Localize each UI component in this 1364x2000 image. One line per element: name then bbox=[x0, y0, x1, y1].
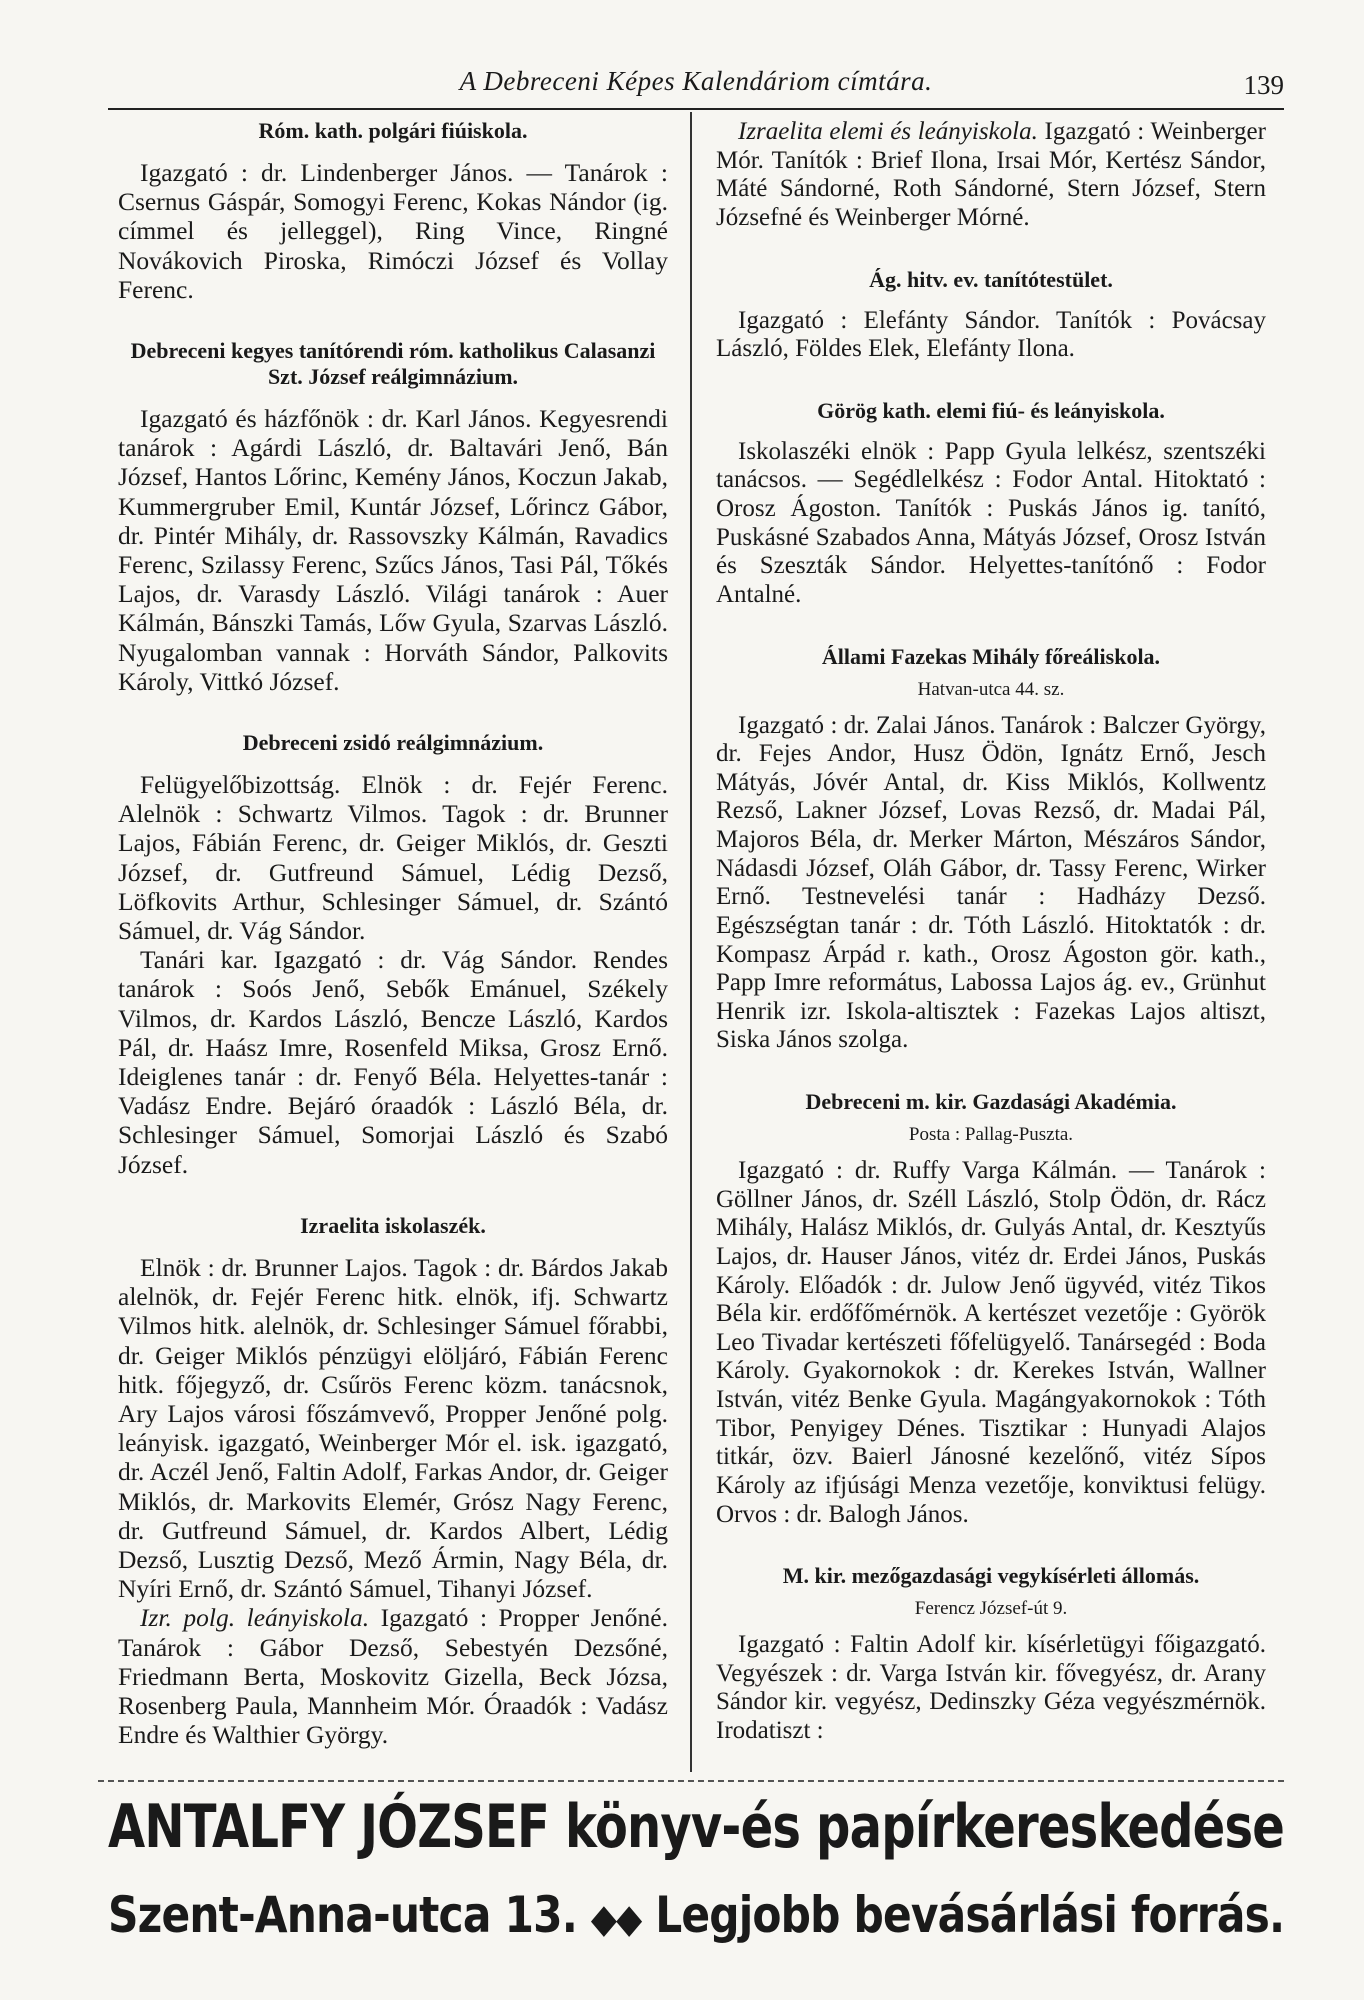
section-paragraph: Felügyelőbizottság. Elnök : dr. Fejér Ferenc. Alelnök : Schwartz Vilmos. Tagok : dr. Brunner Lajos, Fábián Ferenc, dr. Geiger Miklós, dr. Geszti József, dr. Gutfreund Sámuel, Lédig Dezső, Löfkovits Arthur, Schlesinger Sámuel, dr. Szántó Sámuel, dr. Vág Sándor. bbox=[118, 770, 668, 946]
left-column bbox=[118, 118, 668, 1749]
section-title: Debreceni m. kir. Gazdasági Akadémia. bbox=[805, 1089, 1177, 1114]
section-address: Ferencz József-út 9. bbox=[914, 1598, 1068, 1620]
section-paragraph bbox=[716, 118, 1266, 233]
section-title: Állami Fazekas Mihály főreáliskola. bbox=[821, 643, 1161, 669]
section-title: M. kir. mezőgazdasági vegykísérleti állomás. bbox=[782, 1563, 1200, 1589]
section-paragraph: Igazgató : dr. Ruffy Varga Kálmán. — Tanárok : Göllner János, dr. Széll László, Stolp Ödön, dr. Rácz Mihály, Halász Miklós, dr. Gulyás Antal, dr. Kesztyűs Lajos, dr. Hauser János, vitéz dr. Erdei János, Puskás Károly. Előadók : dr. Julow Jenő ügyvéd, vitéz Tikos Béla kir. erdőfőmérnök. A kertészet vezetője : Györök Leo Tivadar kertészeti főfelügyelő. Tanársegéd : Boda Károly. Gyakornokok : dr. Kerekes István, Wallner István, vitéz Benke Gyula. Magángyakornokok : Tóth Tibor, Penyigey Dénes. Tisztikar : Hunyadi Alajos titkár, özv. Baierl Jánosné kezelőnő, vitéz Sípos Károly az ifjúsági Menza vezetője, konviktusi felügy. Orvos : dr. Balogh János. bbox=[716, 1157, 1266, 1528]
section-title: Debreceni kegyes tanítórendi róm. katholikus Calasanzi Szt. József reálgimnázium. bbox=[130, 338, 656, 390]
diamond-ornament-icon: ◆◆ bbox=[590, 1896, 642, 1942]
section-paragraph: Igazgató : dr. Lindenberger János. — Tanárok : Csernus Gáspár, Somogyi Ferenc, Kokas Nándor (ig. címmel és jelleggel), Ring Vince, Ringné Novákovich Piroska, Rimóczi József és Vollay Ferenc. bbox=[118, 158, 668, 304]
right-column bbox=[716, 118, 1266, 1746]
section-paragraph: Elnök : dr. Brunner Lajos. Tagok : dr. Bárdos Jakab alelnök, dr. Fejér Ferenc hitk. elnök, ifj. Schwartz Vilmos hitk. alelnök, dr. Schlesinger Sámuel főrabbi, dr. Geiger Miklós pénzügyi elöljáró, Fábián Ferenc hitk. főjegyző, dr. Csűrös Ferenc közm. tanácsnok, Ary Lajos városi főszámvevő, Propper Jenőné polg. leányisk. igazgató, Weinberger Mór el. isk. igazgató, dr. Aczél Jenő, Faltin Adolf, Farkas Andor, dr. Geiger Miklós, dr. Markovits Elemér, Grósz Nagy Ferenc, dr. Gutfreund Sámuel, dr. Kardos Albert, Lédig Dezső, Lusztig Dezső, Mező Ármin, Nagy Béla, dr. Nyíri Ernő, dr. Szántó Sámuel, Tihanyi József. bbox=[118, 1252, 668, 1604]
advertisement-tagline bbox=[108, 1886, 1285, 1944]
section-title: Görög kath. elemi fiú- és leányiskola. bbox=[817, 397, 1165, 423]
section-paragraph: Iskolaszéki elnök : Papp Gyula lelkész, szentszéki tanácsos. — Segédlelkész : Fodor Antal. Hitoktató : Orosz Ágoston. Tanítók : Puskás János ig. tanító, Puskásné Szabados Anna, Mátyás József, Orosz István és Szeszták Sándor. Helyettes-tanítónő : Fodor Antalné. bbox=[716, 437, 1266, 608]
section-address: Hatvan-utca 44. sz. bbox=[917, 678, 1065, 700]
italic-heading: Izr. polg. leányiskola. bbox=[140, 1603, 370, 1633]
advertisement-headline: ANTALFY JÓZSEF könyv-és papírkereskedése bbox=[108, 1792, 1285, 1862]
section-paragraph: Igazgató és házfőnök : dr. Karl János. Kegyesrendi tanárok : Agárdi László, dr. Baltavári Jenő, Bán József, Hantos Lőrinc, Kemény János, Koczun Jakab, Kummergruber Emil, Kuntár József, Lőrincz Gábor, dr. Pintér Mihály, dr. Rassovszky Kálmán, Ravadics Ferenc, Szilassy Ferenc, Szűcs János, Tasi Pál, Tőkés Lajos, dr. Varasdy László. Világi tanárok : Auer Kálmán, Bánszki Tamás, Lőw Gyula, Szarvas László. Nyugalomban vannak : Horváth Sándor, Palkovits Károly, Vittkó József. bbox=[118, 404, 668, 696]
section-title: Debreceni zsidó reálgimnázium. bbox=[242, 730, 544, 756]
section-title: Izraelita iskolaszék. bbox=[300, 1212, 486, 1238]
running-title: A Debreceni Képes Kalendáriom címtára. bbox=[459, 66, 933, 96]
footer-divider bbox=[98, 1780, 1284, 1782]
section-paragraph: Igazgató : dr. Zalai János. Tanárok : Balczer György, dr. Fejes Andor, Husz Ödön, Ignátz Ernő, Jesch Mátyás, Jóvér Antal, dr. Kiss Miklós, Kollwentz Rezső, Lakner József, Lovas Rezső, dr. Madai Pál, Majoros Béla, dr. Merker Márton, Mészáros Sándor, Nádasdi József, Oláh Gábor, dr. Tassy Ferenc, Wirker Ernő. Testnevelési tanár : Hadházy Dezső. Egészségtan tanár : dr. Tóth László. Hitoktatók : dr. Kompasz Árpád r. kath., Orosz Ágoston gör. kath., Papp Imre református, Labossa Lajos ág. ev., Grünhut Henrik izr. Iskola-altisztek : Fazekas Lajos altiszt, Siska János szolga. bbox=[716, 711, 1266, 1054]
paragraph-text: Igazgató : Propper Jenőné. Tanárok : Gábor Dezső, Sebestyén Dezsőné, Friedmann Berta, Moskovitz Gizella, Beck Józsa, Rosenberg Paula, Mannheim Mór. Óraadók : Vadász Endre és Walthier György. bbox=[118, 1603, 668, 1750]
section-paragraph: Tanári kar. Igazgató : dr. Vág Sándor. Rendes tanárok : Soós Jenő, Sebők Emánuel, Székely Vilmos, dr. Kardos László, Bencze László, Kardos Pál, dr. Haász Imre, Rosenfeld Miksa, Grosz Ernő. Ideiglenes tanár : dr. Fenyő Béla. Helyettes-tanár : Vadász Endre. Bejáró óraadók : László Béla, dr. Schlesinger Sámuel, Somorjai László és Szabó József. bbox=[118, 945, 668, 1179]
page-header bbox=[108, 64, 1284, 110]
section-paragraph: Igazgató : Faltin Adolf kir. kísérletügyi főigazgató. Vegyészek : dr. Varga István kir. fővegyész, dr. Arany Sándor kir. vegyész, Dedinszky Géza vegyészmérnök. Irodatiszt : bbox=[716, 1631, 1266, 1744]
italic-heading: Izraelita elemi és leányiskola. bbox=[738, 118, 1038, 145]
page-number: 139 bbox=[1243, 70, 1284, 100]
paragraph-text: Igazgató : Weinberger Mór. Tanítók : Brief Ilona, Irsai Mór, Kertész Sándor, Máté Sándorné, Roth Sándorné, Stern József, Stern Józsefné és Weinberger Mórné. bbox=[716, 118, 1266, 231]
column-divider bbox=[690, 112, 692, 1772]
section-paragraph bbox=[118, 1603, 668, 1749]
section-title: Róm. kath. polgári fiúiskola. bbox=[258, 118, 528, 143]
ad-address: Szent-Anna-utca 13. bbox=[108, 1886, 577, 1944]
section-address: Posta : Pallag-Puszta. bbox=[908, 1124, 1074, 1145]
ad-slogan: Legjobb bevásárlási forrás. bbox=[655, 1886, 1285, 1944]
section-paragraph: Igazgató : Elefánty Sándor. Tanítók : Povácsay László, Földes Elek, Elefánty Ilona. bbox=[716, 306, 1266, 363]
section-title: Ág. hitv. ev. tanítótestület. bbox=[869, 266, 1113, 292]
